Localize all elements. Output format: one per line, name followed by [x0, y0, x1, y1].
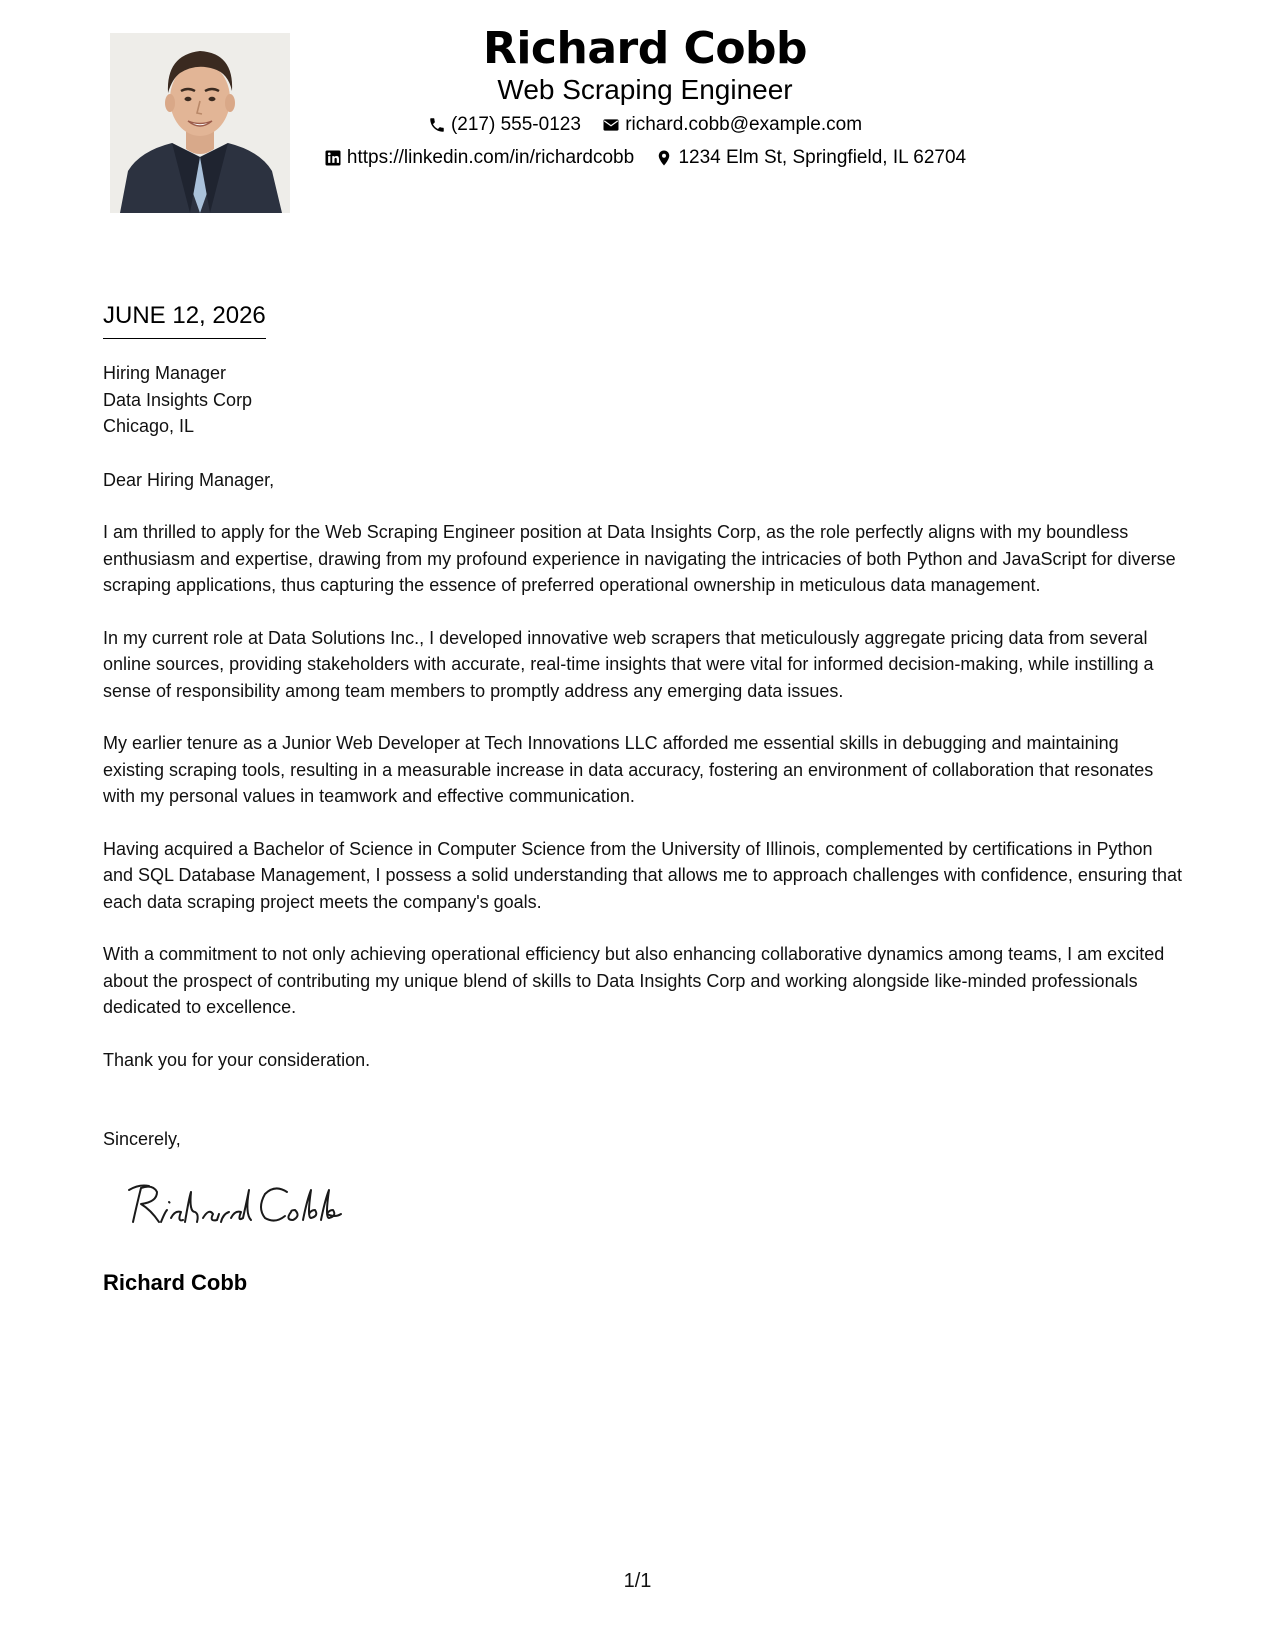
- body-paragraph: I am thrilled to apply for the Web Scraping Engineer position at Data Insights Corp, as the role perfectly aligns with my boundless enthusiasm and expertise, drawing from my profound experience in navigating the intricacies of both Python and JavaScript for diverse scraping applications, thus capturing the essence of preferred operational ownership in meticulous data management.: [103, 522, 1176, 595]
- candidate-title: Web Scraping Engineer: [497, 74, 793, 105]
- closing-line: Sincerely,: [103, 1129, 181, 1149]
- page-number: 1/1: [623, 1570, 652, 1592]
- contact-row-primary: [290, 112, 1000, 142]
- contact-row-secondary: [290, 145, 1000, 175]
- recipient-line: Hiring Manager: [103, 363, 227, 383]
- salutation: Dear Hiring Manager,: [103, 469, 275, 490]
- body-paragraph: My earlier tenure as a Junior Web Developer at Tech Innovations LLC afforded me essential skills in debugging and maintaining existing scraping tools, resulting in a measurable increase in data accuracy, fostering an environment of collaboration that resonates with my personal values in teamwork and effective communication.: [103, 733, 1154, 806]
- profile-photo: [110, 33, 290, 213]
- recipient-block: [103, 360, 1183, 440]
- signature-image: [125, 1178, 345, 1234]
- map-pin-icon: [655, 149, 673, 167]
- letter-body: [103, 360, 1183, 1153]
- signature-scribble: [125, 1178, 345, 1234]
- envelope-icon: [602, 116, 620, 134]
- body-paragraph: With a commitment to not only achieving operational efficiency but also enhancing collaborative dynamics among teams, I am excited about the prospect of contributing my unique blend of skills to Data Insights Corp and working alongside like-minded professionals dedicated to excellence.: [103, 944, 1165, 1017]
- signer-name: Richard Cobb: [103, 1270, 248, 1295]
- contact-address: [655, 145, 966, 171]
- phone-icon: [428, 116, 446, 134]
- letter-date: JUNE 12, 2026: [103, 301, 266, 339]
- contact-linkedin[interactable]: [324, 145, 634, 171]
- recipient-line: Data Insights Corp: [103, 389, 253, 410]
- body-paragraph: Having acquired a Bachelor of Science in Computer Science from the University of Illinois, complemented by certifications in Python and SQL Database Management, I possess a solid understanding that allows me to approach challenges with confidence, ensuring that each data scraping project meets the company's goals.: [103, 838, 1182, 912]
- address-text: 1234 Elm St, Springfield, IL 62704: [678, 147, 967, 168]
- profile-photo-illustration: [110, 33, 290, 213]
- contact-email[interactable]: [602, 112, 862, 138]
- candidate-name: Richard Cobb: [482, 23, 808, 74]
- linkedin-icon: [324, 149, 342, 167]
- body-paragraph: In my current role at Data Solutions Inc., I developed innovative web scrapers that meticulously aggregate pricing data from several online sources, providing stakeholders with accurate, real-time insights that were vital for informed decision-making, while instilling a sense of responsibility among team members to promptly address any emerging data issues.: [103, 627, 1154, 701]
- contact-phone[interactable]: [428, 112, 581, 138]
- email-text: richard.cobb@example.com: [625, 114, 863, 135]
- linkedin-text: https://linkedin.com/in/richardcobb: [346, 147, 635, 168]
- phone-text: (217) 555-0123: [450, 114, 581, 135]
- thanks-line: Thank you for your consideration.: [103, 1049, 371, 1070]
- recipient-line: Chicago, IL: [103, 416, 195, 436]
